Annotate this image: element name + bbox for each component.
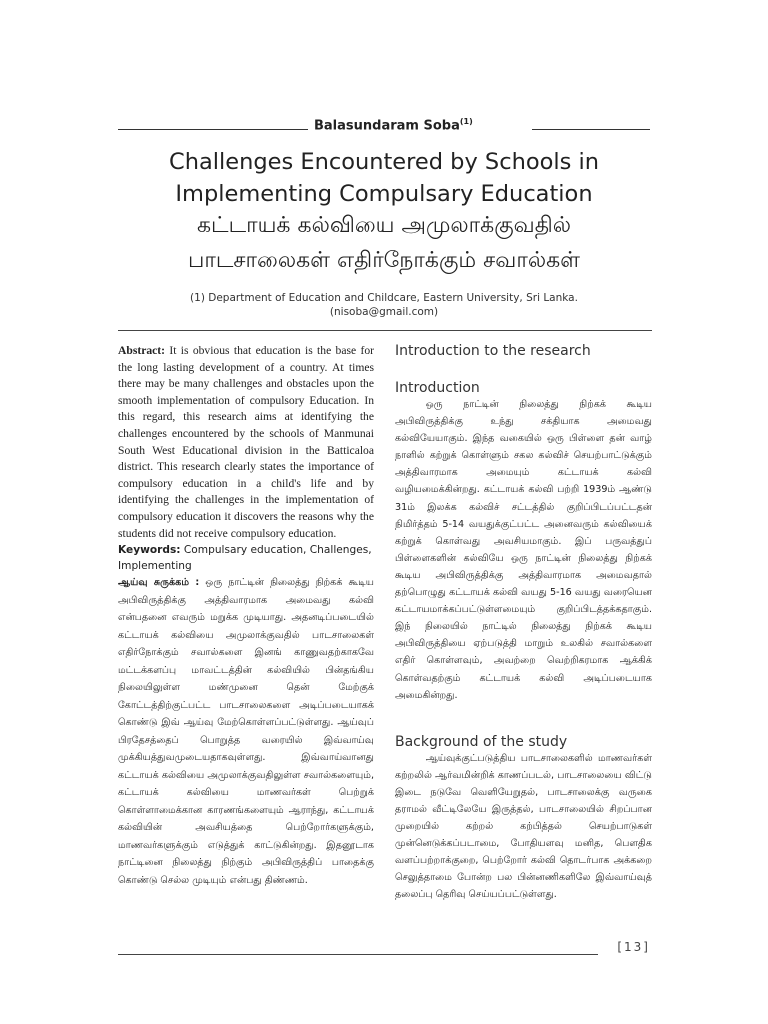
tamil-abstract-text: ஒரு நாட்டின் நிலைத்து நிற்கக் கூடிய அபிவிருத்திக்கு அத்திவாரமாக அமைவது கல்வி என்பதனை எவரும் மறுக்க முடியாது. அதனடிப்படையில் கட்டாயக் கல்வியை அமுலாக்குவதில் பாடசாலைகள் எதிர்நோக்கும் சவால்களை இனங் காணுவதற்காகவே மட்டக்களப்பு மாவட்டத்தின் கல்வியில் பின்தங்கிய நிலையிலுள்ள மண்முனை தென் மேற்குக் கோட்டத்திற்குட்பட்ட பாடசாலைகளை அடிப்படையாகக் கொண்டு இவ் ஆய்வு மேற்கொள்ளப்பட்டுள்ளது. ஆய்வுப் பிரதேசத்தைப் பொறுத்த வரையில் இவ்வாய்வு முக்கியத்துவமுடையதாகவுள்ளது. இவ்வாய்வானது கட்டாயக் கல்வியை அமுலாக்குவதிலுள்ள சவால்களையும், கட்டாயக் கல்வியை மாணவர்கள் பெற்றுக் கொள்ளாமைக்கான காரணங்களையும் ஆராந்து, கட்டாயக் கல்வியின் அவசியத்தை பெற்றோர்களுக்கும், மாணவர்களுக்கும் எடுத்துக் காட்டுகின்றது. இதனூடாக நாட்டினை நிலைத்து நிற்கும் அபிவிருத்திப் பாதைக்கு கொண்டு செல்ல முடியும் என்பது திண்ணம். (118, 577, 374, 886)
keywords-label: Keywords: (118, 544, 181, 557)
page-number: [13] (617, 940, 650, 954)
abstract-label: Abstract: (118, 344, 166, 357)
title-en-line-2: Implementing Compulsary Education (175, 181, 593, 207)
title-ta-line-2: பாடசாலைகள் எதிர்நோக்கும் சவால்கள் (187, 248, 581, 273)
title-ta-line-1: கட்டாயக் கல்வியை அமுலாக்குவதில் (196, 213, 572, 238)
tamil-abstract-label: ஆய்வு சுருக்கம் : (118, 577, 200, 589)
abstract-text: It is obvious that education is the base for the long lasting development of a country. At times there may be many challenges and obstacles upon the smooth implementation of compulsory Education. In this regard, this research aims at identifying the challenges encountered by the schools of Manmunai South West Educational division in the Batticaloa district. This research clearly states the importance of compulsory education in a child's life and by identifying the challenges in the implementation of compulsory education it discovers the reasons why the students did not receive compulsory education. (118, 344, 374, 540)
header-divider (118, 330, 652, 331)
title-tamil (60, 208, 708, 278)
footer-divider (118, 954, 598, 955)
affiliation-line-1: (1) Department of Education and Childcare, Eastern University, Sri Lanka. (190, 292, 578, 304)
keywords-text: Compulsary education, Challenges, Implementing (118, 544, 372, 573)
section-heading-background: Background of the study (395, 733, 568, 750)
author-rule-left (118, 129, 308, 130)
section-heading-introduction: Introduction (395, 380, 480, 396)
tamil-abstract (118, 574, 374, 889)
title-english (60, 146, 708, 210)
affiliation (60, 291, 708, 319)
affiliation-email: (nisoba@gmail.com) (329, 306, 439, 318)
author-rule-right (532, 129, 650, 130)
left-column (118, 343, 374, 889)
author-line (118, 117, 650, 139)
introduction-text: ஒரு நாட்டின் நிலைத்து நிற்கக் கூடிய அபிவிருத்திக்கு உந்து சக்தியாக அமைவது கல்வியேயாகும். இந்த வகையில் ஒரு பிள்ளை தன் வாழ் நாளில் கற்றுக் கொள்ளும் சகல கல்விச் செயற்பாட்டுக்கும் அத்திவாரமாக அமையும் கட்டாயக் கல்வி வழியமைக்கின்றது. கட்டாயக் கல்வி பற்றி 1939ம் ஆண்டு 31ம் இலக்க கல்விச் சட்டத்தில் குறிப்பிடப்பட்டதன் நிமிர்த்தம் 5-14 வயதுக்குட்பட்ட அனைவரும் கல்வியைக் கற்றுக் கொள்வது அவசியமாகும். இப் பருவத்துப் பிள்ளைகளின் கல்வியே ஒரு நாட்டின் நிலைத்து நிற்கக் கூடிய அபிவிருத்திக்கு அத்திவாரமாக அமைவதால் தற்பொழுது கட்டாயக் கல்வி வயது 5-16 வயது வரையென கட்டாயமாக்கப்பட்டுள்ளமையும் குறிப்பிடத்தக்கதாகும். இந் நிலையில் நாட்டில் நிலைத்து நிற்கக் கூடிய அபிவிருத்தியை ஏற்படுத்தி மாறும் உலகில் சவால்களை எதிர் கொள்ளவும், அவற்றை வெற்றிகரமாக ஆக்கிக் கொள்வதற்கும் கட்டாயக் கல்வி அடிப்படையாக அமைகின்றது. (395, 399, 652, 701)
right-column (395, 343, 652, 904)
abstract (118, 343, 374, 542)
author-name: Balasundaram Soba$^{(1)}$ (314, 117, 473, 134)
keywords (118, 542, 374, 574)
section-heading-intro-research: Introduction to the research (395, 343, 591, 359)
title-en-line-1: Challenges Encountered by Schools in (168, 149, 600, 175)
background-text: ஆய்வுக்குட்படுத்திய பாடசாலைகளில் மாணவர்கள் கற்றலில் ஆர்வமின்றிக் காணப்படல், பாடசாலையை விட்டு இடை நடுவே வெளியேறுதல், பாடசாலைக்கு வருகை தராமல் வீட்டிலேயே இருத்தல், பாடசாலையில் சிறப்பான முறையில் கற்றல் கற்பித்தல் செயற்பாடுகள் முன்னெடுக்கப்படாமை, போதியளவு மனித, பௌதிக வளப்பற்றாக்குறை, பெற்றோர் கல்வி தொடர்பாக அக்கறை செலுத்தாமை போன்ற பல பின்னணிகளிலே இவ்வாய்வுத் தலைப்பு தெரிவு செய்யப்பட்டுள்ளது. (395, 752, 652, 901)
